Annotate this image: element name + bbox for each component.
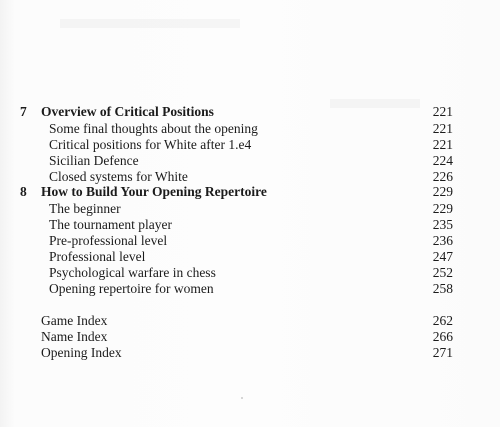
toc-chapter-7[interactable]	[0, 104, 500, 120]
index-title: Game Index	[41, 313, 108, 328]
section-title: The beginner	[49, 201, 121, 216]
toc-index-opening[interactable]	[0, 345, 500, 361]
toc-index-game[interactable]	[0, 313, 500, 329]
page-number: 221	[432, 137, 453, 152]
page-number: 247	[432, 249, 453, 264]
section-title: Professional level	[49, 249, 146, 264]
section-title: The tournament player	[49, 217, 172, 232]
page-speck	[241, 397, 243, 399]
page-number: 236	[432, 233, 453, 248]
toc-section[interactable]	[0, 153, 500, 169]
page-number: 235	[432, 217, 453, 232]
page-number: 221	[432, 104, 453, 119]
page-number: 229	[432, 201, 453, 216]
bleed-through-shadow: ▬▬▬▬▬▬	[60, 2, 240, 35]
chapter-title: Overview of Critical Positions	[41, 104, 214, 119]
page-number: 221	[432, 121, 453, 136]
section-title: Opening repertoire for women	[49, 281, 214, 296]
page-number: 266	[432, 329, 453, 344]
toc-section[interactable]	[0, 137, 500, 153]
page-number: 258	[432, 281, 453, 296]
page-number: 224	[432, 153, 453, 168]
section-title: Some final thoughts about the opening	[49, 121, 258, 136]
chapter-number: 7	[20, 104, 27, 119]
page-number: 262	[432, 313, 453, 328]
toc-section[interactable]	[0, 265, 500, 281]
section-title: Pre-professional level	[49, 233, 168, 248]
section-title: Sicilian Defence	[49, 153, 139, 168]
chapter-title: How to Build Your Opening Repertoire	[41, 184, 267, 199]
toc-section[interactable]	[0, 217, 500, 233]
toc-chapter-8[interactable]	[0, 184, 500, 200]
toc-index-name[interactable]	[0, 329, 500, 345]
section-title: Closed systems for White	[49, 169, 188, 184]
toc-section[interactable]	[0, 201, 500, 217]
page-number: 271	[432, 345, 453, 360]
toc-section[interactable]	[0, 249, 500, 265]
section-title: Psychological warfare in chess	[49, 265, 216, 280]
chapter-number: 8	[20, 184, 27, 199]
index-title: Name Index	[41, 329, 108, 344]
toc-section[interactable]	[0, 169, 500, 185]
page-number: 252	[432, 265, 453, 280]
page-number: 226	[432, 169, 453, 184]
toc-section[interactable]	[0, 121, 500, 137]
page-number: 229	[432, 184, 453, 199]
section-title: Critical positions for White after 1.e4	[49, 137, 252, 152]
toc-section[interactable]	[0, 233, 500, 249]
bleed-through-shadow: ▬▬▬	[330, 82, 420, 115]
toc-section[interactable]	[0, 281, 500, 297]
index-title: Opening Index	[41, 345, 122, 360]
